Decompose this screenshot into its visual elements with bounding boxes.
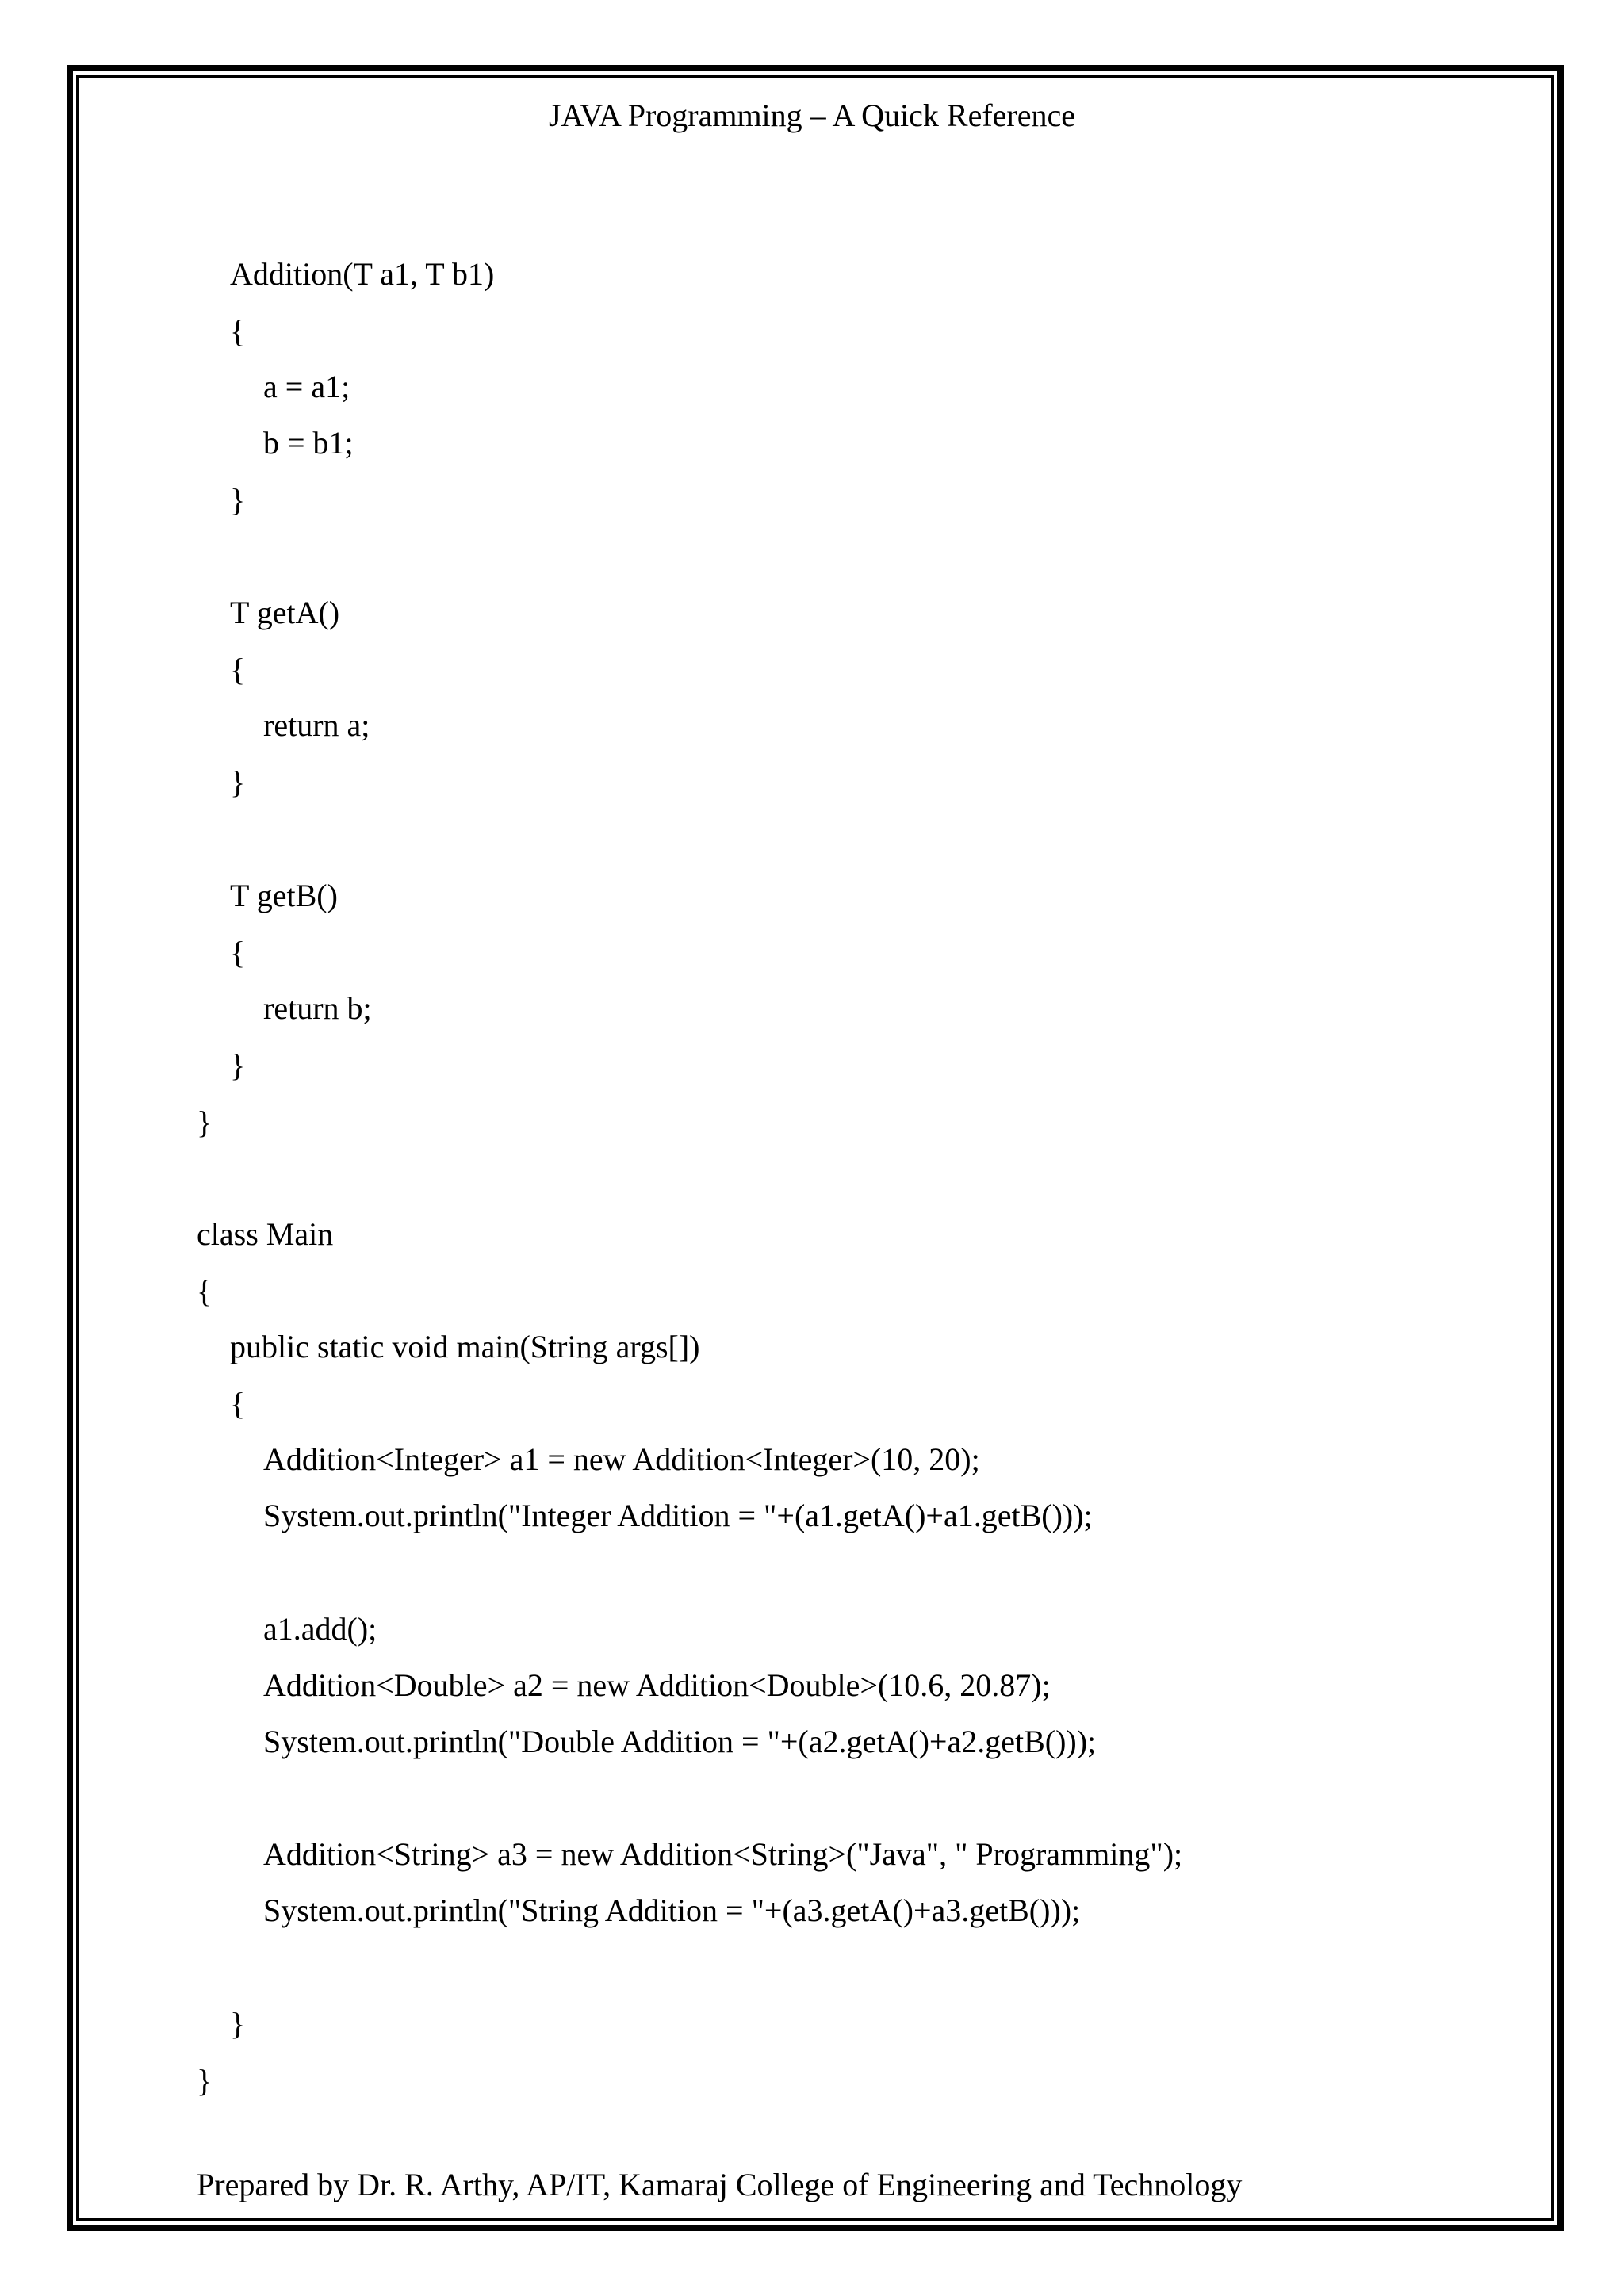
code-line: } <box>230 2006 246 2042</box>
code-line: } <box>230 1047 246 1083</box>
code-line: a = a1; <box>263 369 350 404</box>
code-line: } <box>197 1104 213 1140</box>
code-line: { <box>230 1386 246 1422</box>
code-line: { <box>197 1273 213 1309</box>
code-line: public static void main(String args[]) <box>230 1329 700 1364</box>
code-line: class Main <box>197 1216 334 1252</box>
code-line: Addition(T a1, T b1) <box>230 256 495 292</box>
code-line: T getA() <box>230 595 340 630</box>
code-line: { <box>230 935 246 970</box>
code-line: return a; <box>263 707 370 743</box>
code-line: System.out.println("Double Addition = "+(a2.getA()+a2.getB())); <box>263 1724 1097 1759</box>
code-line: T getB() <box>230 878 338 913</box>
code-line: Addition<Double> a2 = new Addition<Double>(10.6, 20.87); <box>263 1667 1051 1703</box>
code-line: } <box>230 764 246 800</box>
code-line: } <box>197 2063 213 2099</box>
code-line: System.out.println("String Addition = "+(a3.getA()+a3.getB())); <box>263 1892 1081 1928</box>
code-line: { <box>230 313 246 349</box>
code-line: Addition<String> a3 = new Addition<String>("Java", " Programming"); <box>263 1836 1183 1872</box>
code-line: Addition<Integer> a1 = new Addition<Integer>(10, 20); <box>263 1441 980 1477</box>
page-footer: Prepared by Dr. R. Arthy, AP/IT, Kamaraj College of Engineering and Technology <box>197 2167 1243 2202</box>
code-line: return b; <box>263 990 372 1026</box>
page-header-title: JAVA Programming – A Quick Reference <box>548 98 1075 133</box>
code-line: } <box>230 482 246 518</box>
code-line: { <box>230 652 246 687</box>
code-line: b = b1; <box>263 425 354 461</box>
code-line: System.out.println("Integer Addition = "+(a1.getA()+a1.getB())); <box>263 1498 1093 1533</box>
code-line: a1.add(); <box>263 1611 377 1647</box>
